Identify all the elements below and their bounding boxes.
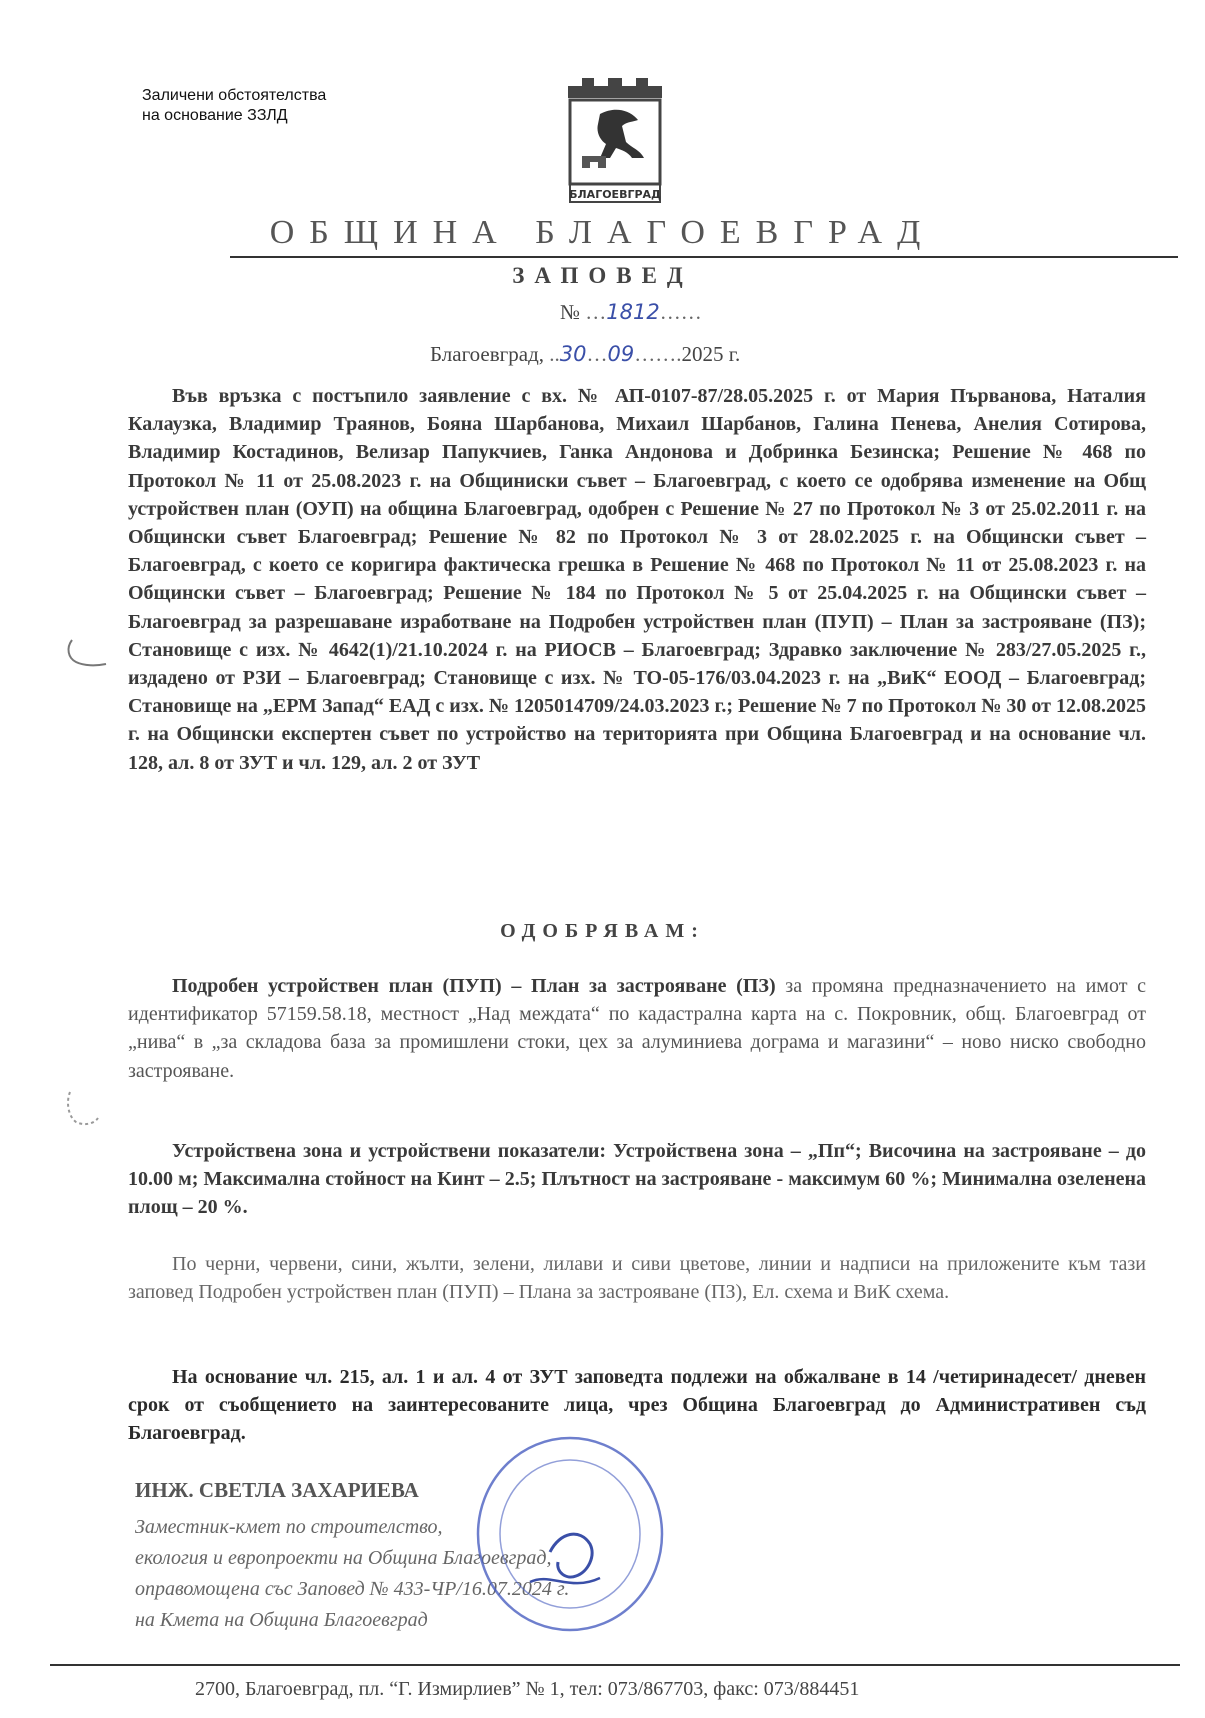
signatory-role-line: екология и европроекти на Община Благоевград, bbox=[135, 1547, 552, 1569]
redaction-note-line2: на основание ЗЗЛД bbox=[142, 107, 288, 124]
date-prefix: Благоевград, bbox=[430, 342, 545, 366]
order-date: Благоевград, ..30…09…….2025 г. bbox=[430, 342, 741, 366]
approve-heading: ОДОБРЯВАМ: bbox=[500, 920, 705, 942]
appeal-paragraph: На основание чл. 215, ал. 1 и ал. 4 от ЗУТ заповедта подлежи на обжалване в 14 /четиринадесет/ дневен срок от съобщението на заинтересованите лица, чрез Община Благоевград до Административен съд Благоевград. bbox=[128, 1366, 1146, 1445]
footer-rule bbox=[50, 1664, 1180, 1666]
plan-paragraph-lead: Подробен устройствен план (ПУП) – План за застрояване (ПЗ) bbox=[172, 975, 776, 997]
blagoevgrad-coat-of-arms-icon bbox=[560, 76, 670, 206]
zoning-paragraph: Устройствена зона и устройствени показатели: Устройствена зона – „Пп“; Височина на застрояване – до 10.00 м; Максимална стойност на Кинт – 2.5; Плътност на застрояване - максимум 60 %; Минимална озеленена площ – 20 %. bbox=[128, 1140, 1146, 1219]
document-type: ЗАПОВЕД bbox=[512, 263, 693, 288]
official-stamp-icon bbox=[470, 1432, 670, 1637]
signatory-role-line: Заместник-кмет по строителство, bbox=[135, 1516, 443, 1538]
plan-paragraph-rest: за промяна предназначението на имот с идентификатор 57159.58.18, местност „Над междата“ по кадастрална карта на с. Покровник, общ. Благоевград от „нива“ в „за складова база за промишлени стоки, цех за алуминиева дограма и магазини“ – ново ниско свободно застрояване. bbox=[128, 975, 1146, 1082]
plan-paragraph bbox=[128, 972, 1146, 1085]
date-suffix: 2025 г. bbox=[681, 342, 741, 366]
redaction-note-line1: Заличени обстоятелства bbox=[142, 87, 327, 104]
date-month: 09 bbox=[607, 342, 635, 366]
signatory-name: ИНЖ. СВЕТЛА ЗАХАРИЕВА bbox=[135, 1478, 419, 1502]
number-prefix: № bbox=[560, 300, 581, 324]
signatory-role-line: оправомощена със Заповед № 433-ЧР/16.07.2024 г. bbox=[135, 1578, 570, 1600]
margin-mark-icon bbox=[62, 636, 112, 676]
signatory-role-line: на Кмета на Община Благоевград bbox=[135, 1609, 428, 1631]
margin-mark-icon bbox=[64, 1082, 104, 1127]
organization-title: ОБЩИНА БЛАГОЕВГРАД bbox=[269, 214, 936, 251]
intro-paragraph: Във връзка с постъпило заявление с вх. № АП-0107-87/28.05.2025 г. от Мария Първанова, Наталия Калаузка, Владимир Траянов, Бояна Шарбанова, Михаил Шарбанов, Галина Пенева, Анелия Сотирова, Владимир Костадинов, Велизар Папукчиев, Ганка Андонова и Добринка Безинска; Решение № 468 по Протокол № 11 от 25.08.2023 г. на Общиниски съвет – Благоевград, с което се одобрява изменение на Общ устройствен план (ОУП) на община Благоевград, одобрен с Решение № 27 по Протокол № 3 от 25.02.2011 г. на Общински съвет Благоевград; Решение № 82 по Протокол № 3 от 28.02.2025 г. на Общински съвет – Благоевград, с което се коригира фактическа грешка в Решение № 468 по Протокол № 11 от 25.08.2023 г. на Общински съвет – Благоевград; Решение № 184 по Протокол № 5 от 25.04.2025 г. на Общински съвет – Благоевград за разрешаване изработване на Подробен устройствен план (ПУП) – План за застрояване (ПЗ); Становище с изх. № 4642(1)/21.10.2024 г. на РИОСВ – Благоевград; Здравко заключение № 283/27.05.2025 г., издадено от РЗИ – Благоевград; Становище с изх. № ТО-05-176/03.04.2023 г. на „ВиК“ ЕООД – Благоевград; Становище на „ЕРМ Запад“ ЕАД с изх. № 1205014709/24.03.2023 г.; Решение № 7 по Протокол № 30 от 12.08.2025 г. на Общински експертен съвет по устройство на територията при Община Благоевград и на основание чл. 128, ал. 8 от ЗУТ и чл. 129, ал. 2 от ЗУТ bbox=[128, 385, 1146, 774]
redaction-note bbox=[142, 86, 402, 126]
crest-text: БЛАГОЕВГРАД bbox=[569, 188, 661, 201]
footer-contacts: 2700, Благоевград, пл. “Г. Измирлиев” № 1, тел: 073/867703, факс: 073/884451 bbox=[195, 1678, 860, 1700]
order-number: № …1812…… bbox=[560, 300, 702, 324]
header-rule bbox=[230, 256, 1178, 258]
number-handwritten: 1812 bbox=[606, 300, 660, 324]
date-day: 30 bbox=[559, 342, 587, 366]
colors-paragraph: По черни, червени, сини, жълти, зелени, лилави и сиви цветове, линии и надписи на приложените към тази заповед Подробен устройствен план (ПУП) – Плана за застрояване (ПЗ), Ел. схема и ВиК схема. bbox=[128, 1253, 1146, 1304]
